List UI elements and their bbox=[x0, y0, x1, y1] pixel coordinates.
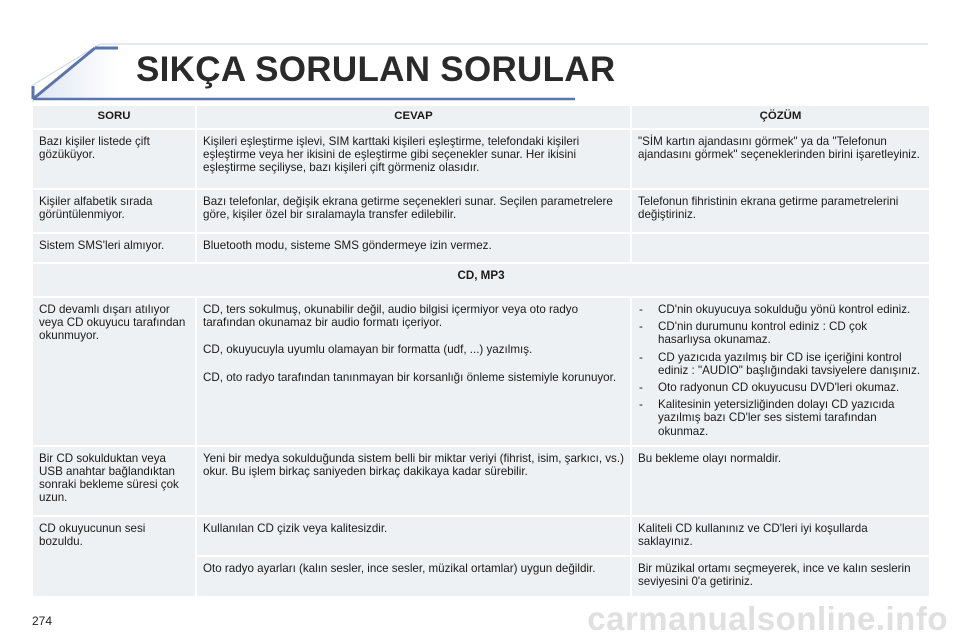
table-row bbox=[33, 517, 929, 555]
solution-list-item: - CD'nin durumunu kontrol ediniz : CD çok hasarlıysa okunamaz. bbox=[638, 320, 923, 346]
column-header-question: SORU bbox=[33, 106, 195, 128]
answer-cell: Kişileri eşleştirme işlevi, SIM karttaki kişileri eşleştirme, telefondaki kişileri eşleştirme veya her ikisini de eşleştirme gibi seçenekler sunar. Her ikisini eşleştirme seçiliyse, bazı kişileri çift görmeniz olasıdır. bbox=[197, 130, 630, 188]
answer-cell: Kullanılan CD çizik veya kalitesizdir. bbox=[197, 517, 630, 555]
solution-cell bbox=[632, 234, 929, 262]
question-cell: Bazı kişiler listede çift gözüküyor. bbox=[33, 130, 195, 188]
section-row-cd-mp3 bbox=[33, 264, 929, 296]
solution-list bbox=[638, 303, 923, 438]
column-header-answer: CEVAP bbox=[197, 106, 630, 128]
question-cell: Kişiler alfabetik sırada görüntülenmiyor. bbox=[33, 190, 195, 232]
table-row bbox=[33, 447, 929, 515]
answer-cell: Yeni bir medya sokulduğunda sistem belli bir miktar veriyi (fihrist, isim, şarkıcı, vs.) okur. Bu işlem birkaç saniyeden birkaç dakikaya kadar sürebilir. bbox=[197, 447, 630, 515]
watermark-text: carmanualsonline.info bbox=[587, 600, 948, 637]
page-title: SIKÇA SORULAN SORULAR bbox=[136, 50, 616, 89]
solution-cell: Telefonun fihristinin ekrana getirme parametrelerini değiştiriniz. bbox=[632, 190, 929, 232]
page-number: 274 bbox=[32, 614, 53, 628]
solution-cell: Bu bekleme olayı normaldir. bbox=[632, 447, 929, 515]
answer-paragraph: CD, okuyucuyla uyumlu olamayan bir formatta (udf, ...) yazılmış. bbox=[203, 343, 533, 357]
answer-cell: Oto radyo ayarları (kalın sesler, ince sesler, müzikal ortamlar) uygun değildir. bbox=[197, 557, 630, 595]
table-row bbox=[33, 298, 929, 445]
question-cell: Sistem SMS'leri almıyor. bbox=[33, 234, 195, 262]
question-cell: Bir CD sokulduktan veya USB anahtar bağlandıktan sonraki bekleme süresi çok uzun. bbox=[33, 447, 195, 515]
solution-cell bbox=[632, 298, 929, 445]
answer-paragraph: CD, oto radyo tarafından tanınmayan bir korsanlığı önleme sistemiyle korunuyor. bbox=[203, 370, 617, 384]
answer-cell bbox=[197, 298, 630, 445]
answer-cell: Bluetooth modu, sisteme SMS göndermeye izin vermez. bbox=[197, 234, 630, 262]
solution-list-item: - Kalitesinin yetersizliğinden dolayı CD yazıcıda yazılmış bazı CD'ler ses sistemi tarafından okunmaz. bbox=[638, 398, 923, 438]
table-row bbox=[33, 234, 929, 262]
solution-list-item: - Oto radyonun CD okuyucusu DVD'leri okumaz. bbox=[638, 381, 923, 394]
answer-paragraph: CD, ters sokulmuş, okunabilir değil, audio bilgisi içermiyor veya oto radyo tarafından okunamaz bir audio formatı içeriyor. bbox=[203, 303, 579, 330]
answer-cell: Bazı telefonlar, değişik ekrana getirme seçenekleri sunar. Seçilen parametrelere göre, kişiler özel bir sıralamayla transfer edilebilir. bbox=[197, 190, 630, 232]
section-heading: CD, MP3 bbox=[33, 264, 929, 296]
solution-list-item: - CD yazıcıda yazılmış bir CD ise içeriğini kontrol ediniz : "AUDIO" başlığındaki tavsiyelere danışınız. bbox=[638, 351, 923, 377]
table-header-row bbox=[33, 106, 929, 128]
solution-list-item: - CD'nin okuyucuya sokulduğu yönü kontrol ediniz. bbox=[638, 303, 923, 316]
table-row bbox=[33, 190, 929, 232]
solution-cell: Bir müzikal ortamı seçmeyerek, ince ve kalın seslerin seviyesini 0'a getiriniz. bbox=[632, 557, 929, 595]
faq-table bbox=[31, 104, 931, 598]
question-cell: CD okuyucunun sesi bozuldu. bbox=[33, 517, 195, 596]
solution-cell: Kaliteli CD kullanınız ve CD'leri iyi koşullarda saklayınız. bbox=[632, 517, 929, 555]
solution-cell: "SİM kartın ajandasını görmek" ya da "Telefonun ajandasını görmek" seçeneklerinden birini işaretleyiniz. bbox=[632, 130, 929, 188]
table-row bbox=[33, 130, 929, 188]
question-cell: CD devamlı dışarı atılıyor veya CD okuyucu tarafından okunmuyor. bbox=[33, 298, 195, 445]
column-header-solution: ÇÖZÜM bbox=[632, 106, 929, 128]
